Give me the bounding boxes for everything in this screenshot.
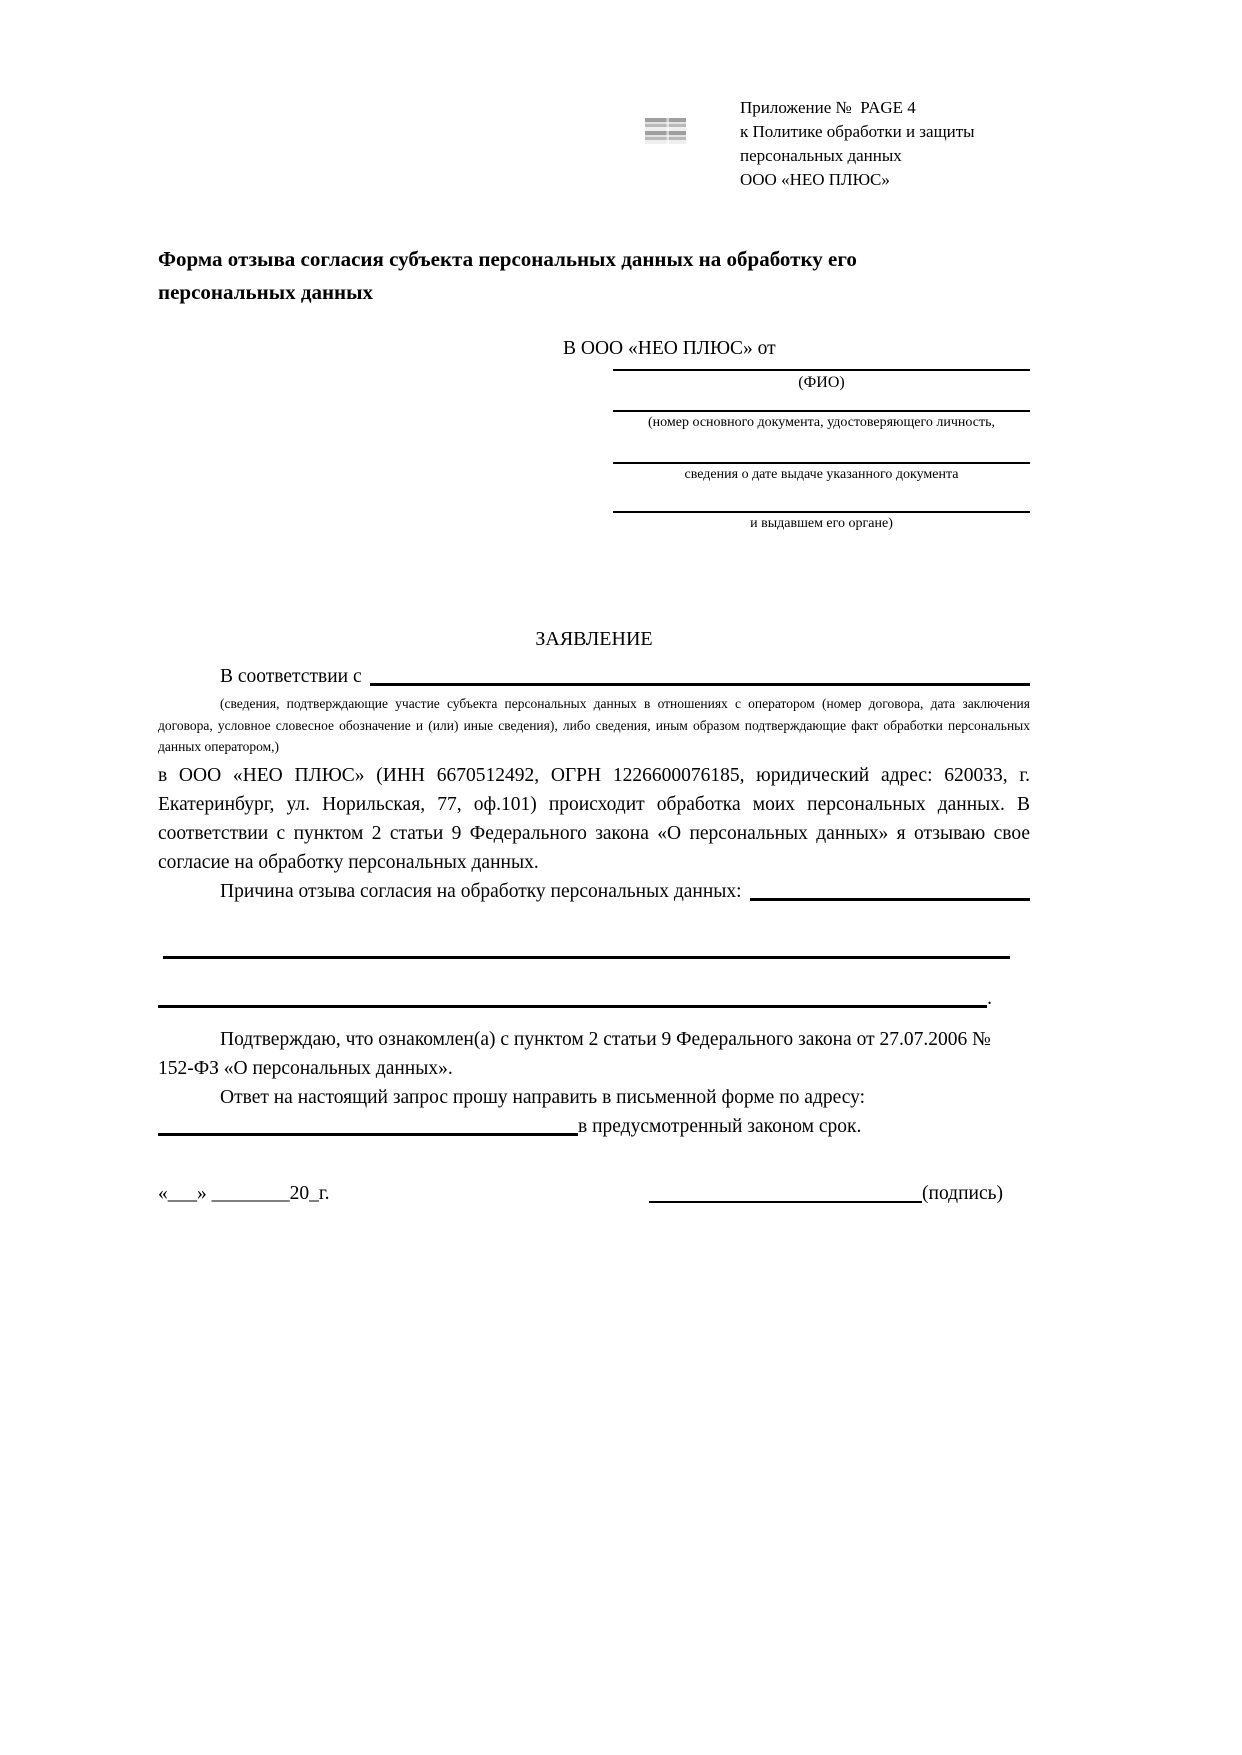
footnote-text: (сведения, подтверждающие участие субъекта персональных данных в отношениях с оператором (номер договора, дата заключения договора, условное словесное обозначение и (или) иные сведения), либо сведения, иным образом подтверждающие факт обработки персональных данных оператором,) xyxy=(158,696,1030,754)
page-title-line: Форма отзыва согласия субъекта персональных данных на обработку его xyxy=(158,247,857,271)
document-number-caption: (номер основного документа, удостоверяющего личность, xyxy=(648,415,995,430)
page-title-line: персональных данных xyxy=(158,280,374,304)
reason-prefix: Причина отзыва согласия на обработку персональных данных: xyxy=(220,880,742,902)
appendix-header-line: персональных данных xyxy=(740,146,902,165)
statement-heading: ЗАЯВЛЕНИЕ xyxy=(535,628,653,650)
appendix-header-line: Приложение № PAGE 4 xyxy=(740,98,916,117)
appendix-header-line: к Политике обработки и защиты xyxy=(740,122,975,141)
reason-blank-row-3 xyxy=(158,984,992,1013)
reason-blank-line-3 xyxy=(158,984,987,1008)
date-line: «___» ________20_г. xyxy=(158,1182,330,1204)
addressee-to-line: В ООО «НЕО ПЛЮС» от xyxy=(563,338,776,359)
in-accordance-row xyxy=(158,662,1030,691)
signature-caption: (подпись) xyxy=(922,1182,1003,1204)
in-accordance-blank-line xyxy=(370,662,1030,686)
reply-intro: Ответ на настоящий запрос прошу направить в письменной форме по адресу: xyxy=(220,1086,866,1108)
appendix-header-line: ООО «НЕО ПЛЮС» xyxy=(740,170,890,189)
reason-row xyxy=(158,877,1030,906)
period-text: . xyxy=(987,987,992,1009)
reason-blank-line-2 xyxy=(163,956,1010,959)
confirm-paragraph: Подтверждаю, что ознакомлен(а) с пунктом 2 статьи 9 Федерального закона от 27.07.2006 № 152-ФЗ «О персональных данных». xyxy=(158,1028,991,1079)
reply-suffix: в предусмотренный законом срок. xyxy=(578,1115,862,1137)
in-accordance-prefix: В соответствии с xyxy=(220,666,362,687)
addressee-block xyxy=(563,337,1030,533)
reply-address-blank-line xyxy=(158,1112,578,1136)
signature-line xyxy=(649,1179,922,1203)
main-paragraph: в ООО «НЕО ПЛЮС» (ИНН 6670512492, ОГРН 1226600076185, юридический адрес: 620033, г. Екатеринбург, ул. Норильская, 77, оф.101) происходит обработка моих персональных данных. В соответствии с пунктом 2 статьи 9 Федерального закона «О персональных данных» я отзываю свое согласие на обработку персональных данных. xyxy=(158,764,1030,873)
document-content xyxy=(158,0,1030,1208)
footer-row xyxy=(158,1179,1030,1208)
issue-date-caption: сведения о дате выдаче указанного документа xyxy=(684,467,959,482)
reply-address-row xyxy=(158,1112,1030,1141)
page-title xyxy=(158,243,1030,309)
signature-group xyxy=(649,1179,1003,1208)
issuing-organ-caption: и выдавшем его органе) xyxy=(750,516,893,531)
reason-blank-line xyxy=(750,877,1030,901)
fio-caption: (ФИО) xyxy=(798,374,845,391)
